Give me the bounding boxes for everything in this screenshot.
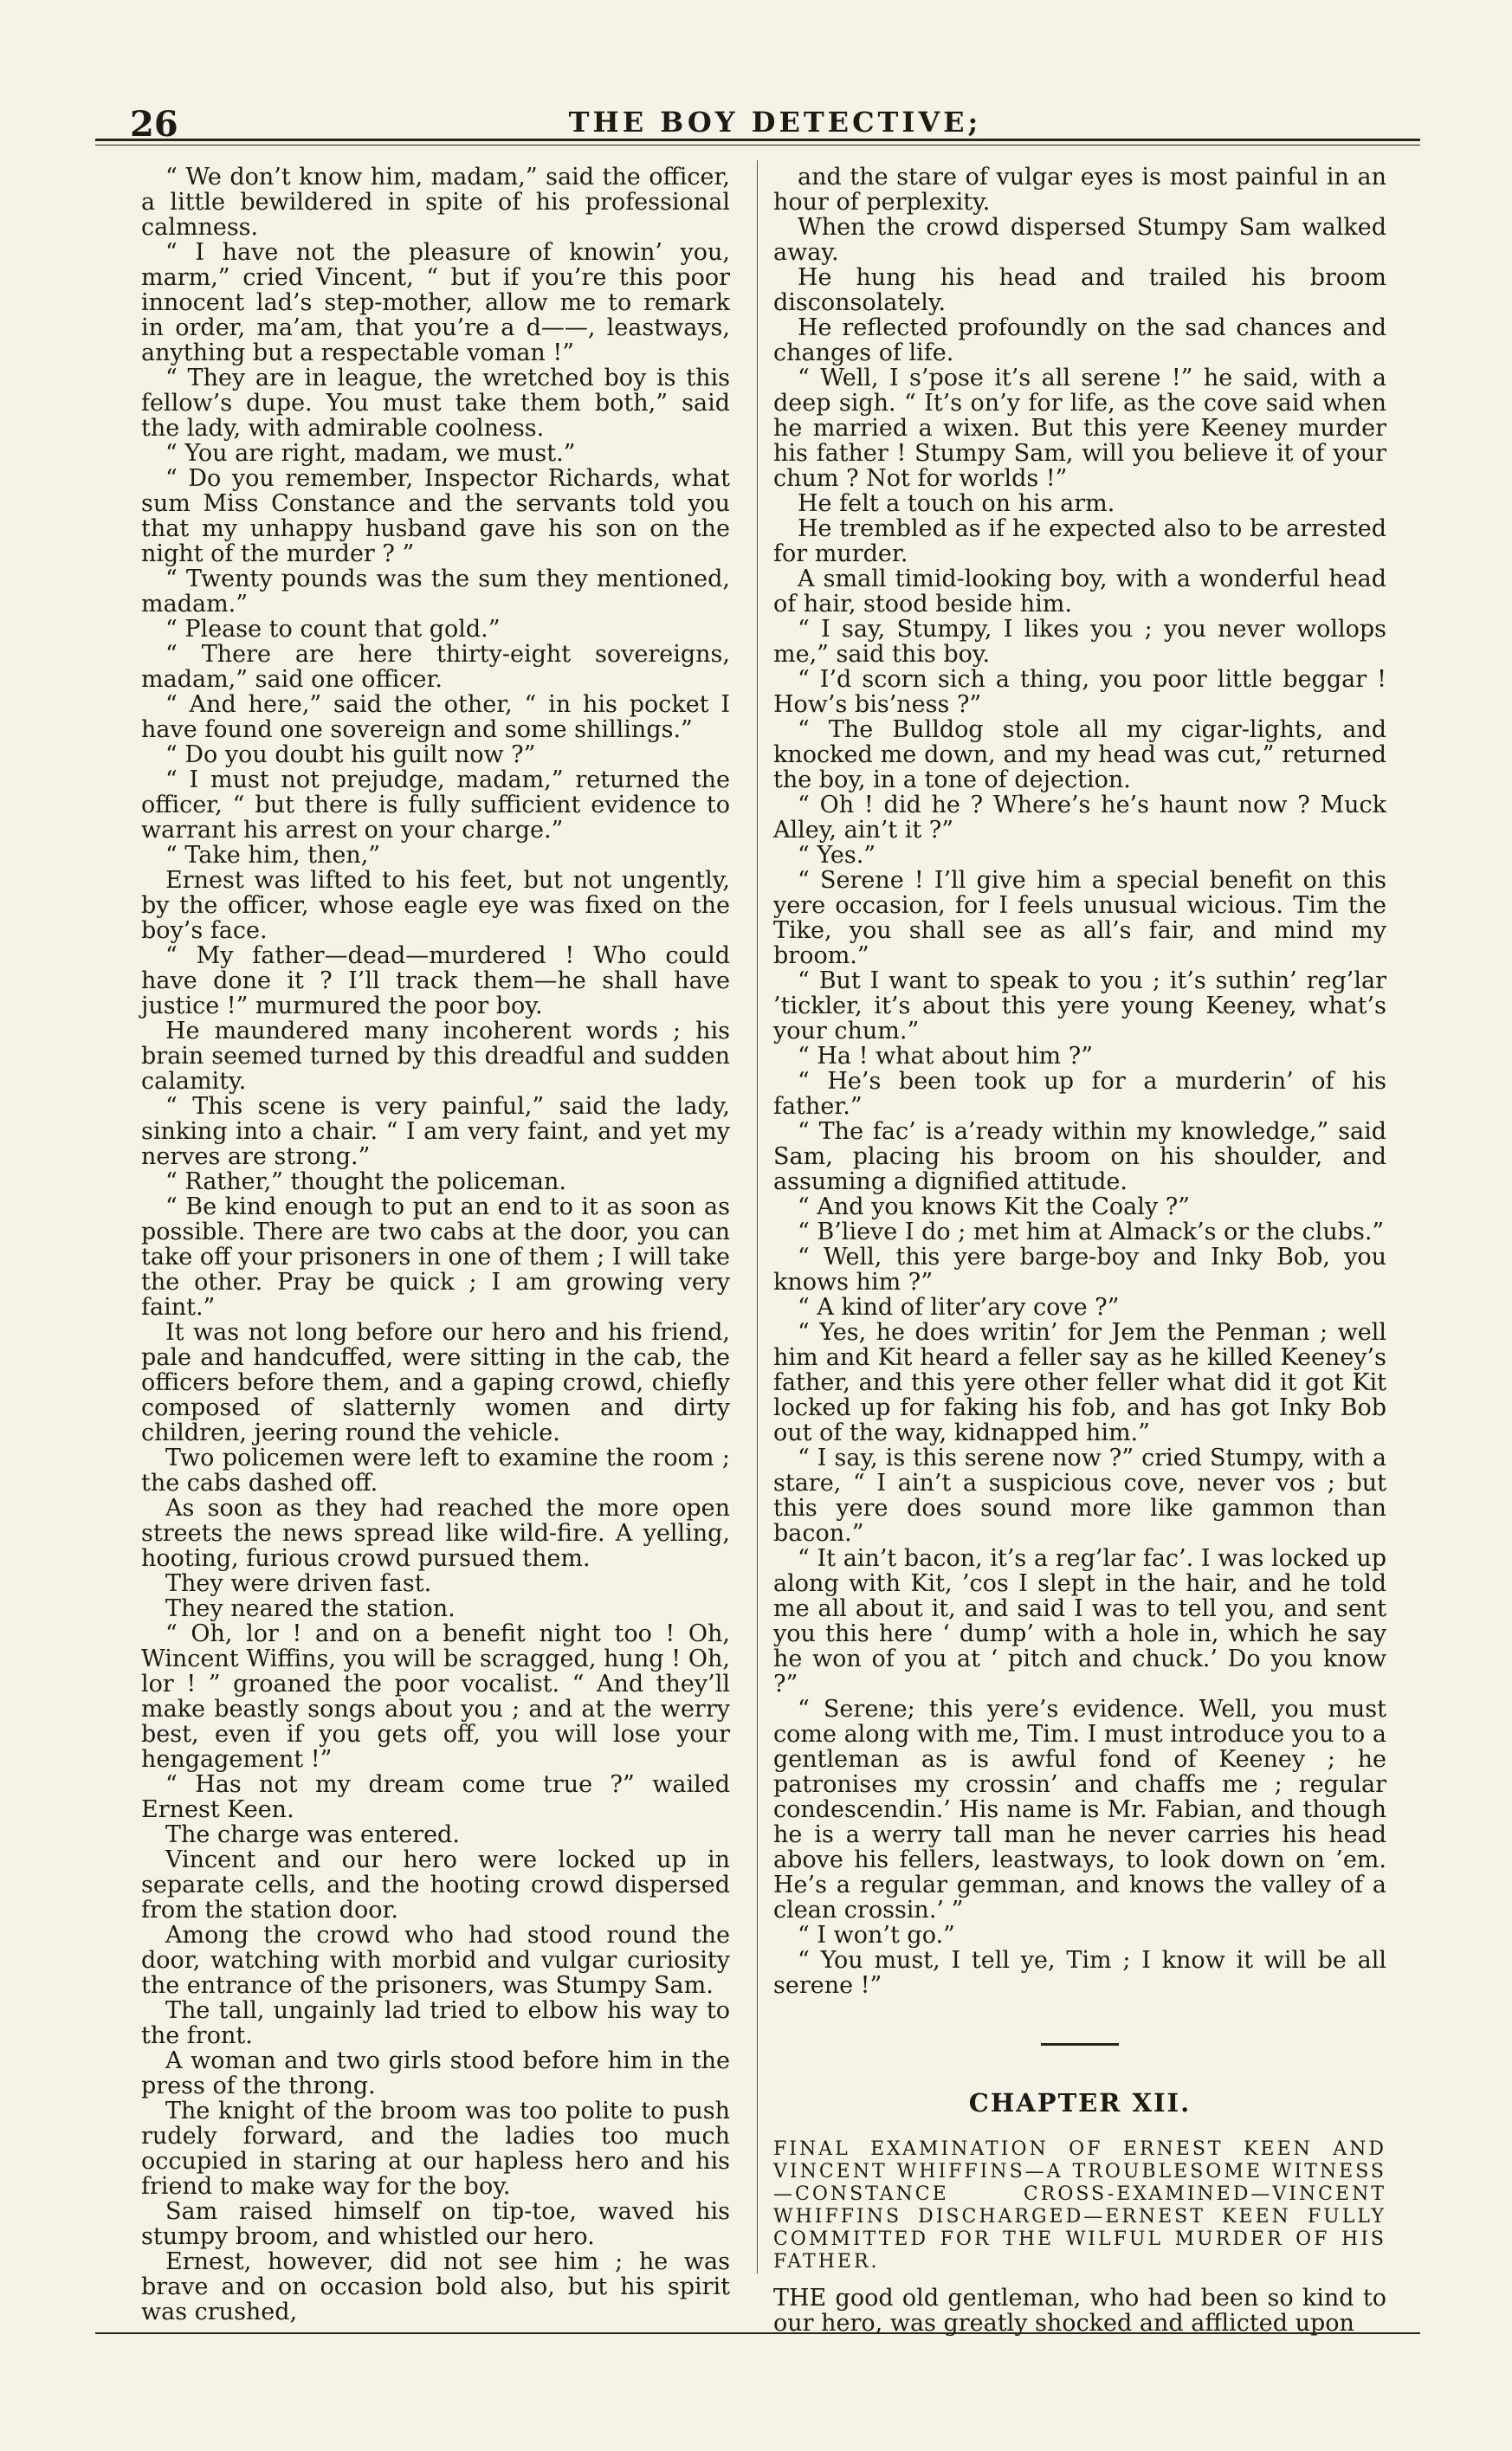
paragraph: “ There are here thirty-eight sovereigns, madam,” said one officer.	[141, 641, 730, 693]
paragraph: When the crowd dispersed Stumpy Sam walked away.	[773, 214, 1386, 266]
chapter-separator-rule	[1041, 2043, 1119, 2046]
paragraph: “ Be kind enough to put an end to it as soon as possible. There are two cabs at the door, you can take off your prisoners in one of them ; I will take the other. Pray be quick ; I am growing very faint.”	[141, 1193, 730, 1321]
left-column	[141, 165, 730, 2325]
paragraph: “ It ain’t bacon, it’s a reg’lar fac’. I was locked up along with Kit, ’cos I slept in the hair, and he told me all about it, and said I was to tell you, and sent you this here ‘ dump’ with a hole in, which he say he won of you at ‘ pitch and chuck.’ Do you know ?”	[773, 1545, 1386, 1698]
paragraph: The tall, ungainly lad tried to elbow his way to the front.	[141, 1997, 730, 2049]
paragraph: “ I must not prejudge, madam,” returned the officer, “ but there is fully sufficient evidence to warrant his arrest on your charge.”	[141, 766, 730, 844]
paragraph: “ B’lieve I do ; met him at Almack’s or the clubs.”	[798, 1219, 1385, 1245]
running-title: THE BOY DETECTIVE;	[568, 106, 982, 139]
paragraph: “ Do you doubt his guilt now ?”	[165, 741, 536, 768]
paragraph: It was not long before our hero and his friend, pale and handcuffed, were sitting in the cab, the officers before them, and a gaping crowd, chiefly composed of slatternly women and dirty children, jeering round the vehicle.	[141, 1319, 730, 1446]
paragraph: “ The fac’ is a’ready within my knowledge,” said Sam, placing his broom on his shoulder, and assuming a dignified attitude.	[773, 1118, 1386, 1195]
paragraph: “ Please to count that gold.”	[165, 616, 501, 643]
paragraph: “ Oh ! did he ? Where’s he’s haunt now ? Muck Alley, ain’t it ?”	[773, 792, 1386, 844]
paragraph: Sam raised himself on tip-toe, waved his stumpy broom, and whistled our hero.	[141, 2198, 730, 2250]
paragraph: “ Take him, then,”	[165, 842, 381, 869]
header-rule-thin	[95, 145, 1420, 146]
paragraph: “ I say, Stumpy, I likes you ; you never wollops me,” said this boy.	[773, 616, 1386, 668]
paragraph: “ Yes, he does writin’ for Jem the Penman ; well him and Kit heard a feller say as he killed Keeney’s father, and this yere other feller what did it got Kit locked up for faking his fob, and has got Inky Bob out of the way, kidnapped him.”	[773, 1319, 1386, 1446]
paragraph: “ Well, I s’pose it’s all serene !” he said, with a deep sigh. “ It’s on’y for life, as the cove said when he married a wixen. But this yere Keeney murder his father ! Stumpy Sam, will you believe it of your chum ? Not for worlds !”	[773, 365, 1386, 492]
paragraph: “ We don’t know him, madam,” said the officer, a little bewildered in spite of his professional calmness.	[141, 164, 730, 241]
paragraph: They were driven fast.	[165, 1570, 432, 1597]
paragraph: “ I say, is this serene now ?” cried Stumpy, with a stare, “ I ain’t a suspicious cove, never vos ; but this yere does sound more like gammon than bacon.”	[773, 1445, 1386, 1547]
paragraph: A woman and two girls stood before him in the press of the throng.	[141, 2047, 730, 2099]
paragraph: He trembled as if he expected also to be arrested for murder.	[773, 515, 1386, 567]
paragraph: “ Serene ! I’ll give him a special benefit on this yere occasion, for I feels unusual wicious. Tim the Tike, you shall see as all’s fair, and mind my broom.”	[773, 867, 1386, 969]
paragraph: He maundered many incoherent words ; his brain seemed turned by this dreadful and sudden calamity.	[141, 1018, 730, 1095]
paragraph: Ernest was lifted to his feet, but not ungently, by the officer, whose eagle eye was fixed on the boy’s face.	[141, 867, 730, 944]
paragraph: “ Yes.”	[798, 842, 876, 869]
paragraph: “ You are right, madam, we must.”	[165, 440, 576, 467]
paragraph: He felt a touch on his arm.	[798, 490, 1115, 517]
paragraph: Among the crowd who had stood round the door, watching with morbid and vulgar curiosity the entrance of the prisoners, was Stumpy Sam.	[141, 1922, 730, 1999]
paragraph: “ Well, this yere barge-boy and Inky Bob, you knows him ?”	[773, 1244, 1386, 1296]
paragraph: “ My father—dead—murdered ! Who could have done it ? I’ll track them—he shall have justice !” murmured the poor boy.	[141, 942, 730, 1019]
paragraph: Ernest, however, did not see him ; he was brave and on occasion bold also, but his spirit was crushed,	[141, 2248, 730, 2325]
paragraph: “ Has not my dream come true ?” wailed Ernest Keen.	[141, 1771, 730, 1823]
paragraph: “ Twenty pounds was the sum they mentioned, madam.”	[141, 566, 730, 618]
column-divider	[757, 160, 758, 2273]
right-column-paragraphs	[773, 165, 1386, 1998]
paragraph: “ Do you remember, Inspector Richards, what sum Miss Constance and the servants told you that my unhappy husband gave his son on the night of the murder ? ”	[141, 465, 730, 567]
chapter-opening-paragraph: THE good old gentleman, who had been so kind to our hero, was greatly shocked and afflicted upon	[773, 2285, 1386, 2337]
paragraph: “ Rather,” thought the policeman.	[165, 1168, 566, 1195]
paragraph: “ Oh, lor ! and on a benefit night too ! Oh, Wincent Wiffins, you will be scragged, hung ! Oh, lor ! ” groaned the poor vocalist. “ And they’ll make beastly songs about you ; and at the werry best, even if you gets off, you will lose your hengagement !”	[141, 1620, 730, 1773]
paragraph: He hung his head and trailed his broom disconsolately.	[773, 264, 1386, 316]
paragraph: He reflected profoundly on the sad chances and changes of life.	[773, 314, 1386, 366]
paragraph: “ This scene is very painful,” said the lady, sinking into a chair. “ I am very faint, and yet my nerves are strong.”	[141, 1093, 730, 1170]
paragraph: “ Serene; this yere’s evidence. Well, you must come along with me, Tim. I must introduce you to a gentleman as is awful fond of Keeney ; he patronises my crossin’ and chaffs me ; regular condescendin.’ His name is Mr. Fabian, and though he is a werry tall man he never carries his head above his fellers, leastways, to look down on ’em. He’s a regular gemman, and knows the valley of a clean crossin.’ ”	[773, 1696, 1386, 1924]
page-number: 26	[130, 104, 178, 145]
paragraph: “ And here,” said the other, “ in his pocket I have found one sovereign and some shillings.”	[141, 691, 730, 743]
paragraph: “ And you knows Kit the Coaly ?”	[798, 1193, 1190, 1220]
paragraph: The charge was entered.	[165, 1821, 460, 1848]
header-rule	[95, 139, 1420, 141]
paragraph: Two policemen were left to examine the room ; the cabs dashed off.	[141, 1445, 730, 1497]
paragraph: “ Ha ! what about him ?”	[798, 1043, 1094, 1070]
paragraph: “ I have not the pleasure of knowin’ you, marm,” cried Vincent, “ but if you’re this poor innocent lad’s step-mother, allow me to remark in order, ma’am, that you’re a d——, leastways, anything but a respectable voman !”	[141, 239, 730, 366]
paragraph: “ But I want to speak to you ; it’s suthin’ reg’lar ’tickler, it’s about this yere young Keeney, what’s your chum.”	[773, 967, 1386, 1044]
paragraph: and the stare of vulgar eyes is most painful in an hour of perplexity.	[773, 164, 1386, 216]
paragraph: “ He’s been took up for a murderin’ of his father.”	[773, 1068, 1386, 1120]
paragraph: “ A kind of liter’ary cove ?”	[798, 1294, 1120, 1321]
paragraph: “ You must, I tell ye, Tim ; I know it will be all serene !”	[773, 1947, 1386, 1999]
paragraph: The knight of the broom was too polite to push rudely forward, and the ladies too much occupied in staring at our hapless hero and his friend to make way for the boy.	[141, 2098, 730, 2200]
chapter-heading: CHAPTER XII.	[968, 2088, 1192, 2118]
paragraph: Vincent and our hero were locked up in separate cells, and the hooting crowd dispersed from the station door.	[141, 1846, 730, 1924]
paragraph: They neared the station.	[165, 1595, 456, 1622]
paragraph: “ The Bulldog stole all my cigar-lights, and knocked me down, and my head was cut,” returned the boy, in a tone of dejection.	[773, 716, 1386, 793]
paragraph: “ I’d scorn sich a thing, you poor little beggar ! How’s bis’ness ?”	[773, 666, 1386, 718]
paragraph: “ I won’t go.”	[798, 1922, 955, 1949]
chapter-synopsis: FINAL EXAMINATION OF ERNEST KEEN AND VINCENT WHIFFINS—A TROUBLESOME WITNESS—CONSTANCE CROSS-EXAMINED—VINCENT WHIFFINS DISCHARGED—ERNEST KEEN FULLY COMMITTED FOR THE WILFUL MURDER OF HIS FATHER.	[773, 2138, 1386, 2273]
paragraph: As soon as they had reached the more open streets the news spread like wild-fire. A yelling, hooting, furious crowd pursued them.	[141, 1495, 730, 1572]
right-column	[773, 165, 1386, 2336]
paragraph: “ They are in league, the wretched boy is this fellow’s dupe. You must take them both,” said the lady, with admirable coolness.	[141, 365, 730, 442]
paragraph: A small timid-looking boy, with a wonderful head of hair, stood beside him.	[773, 566, 1386, 618]
footer-rule	[95, 2332, 1420, 2334]
page-header	[130, 95, 1420, 145]
